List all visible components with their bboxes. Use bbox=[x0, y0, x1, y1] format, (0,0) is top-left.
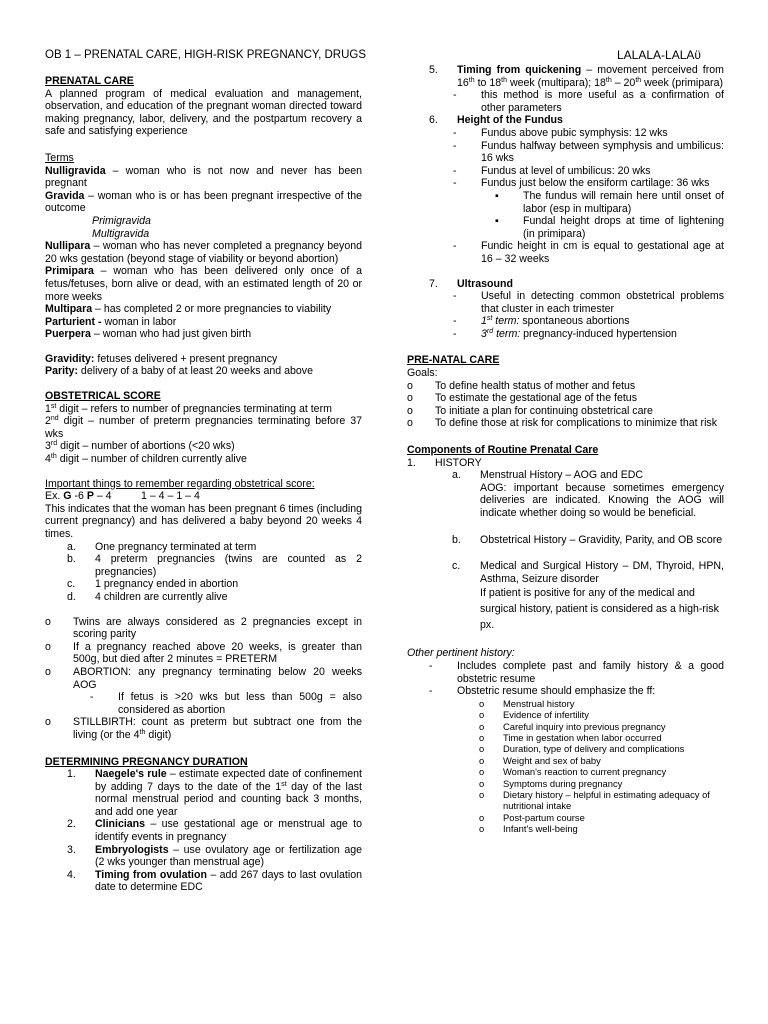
list-item-ultrasound: 7. Ultrasound bbox=[429, 277, 513, 290]
left-column bbox=[45, 75, 362, 894]
resume-item: o Post-partum course bbox=[479, 811, 585, 823]
list-item-embryologists: 3. Embryologists – use ovulatory age or fertilization age (2 wks younger than menstrual age) bbox=[67, 843, 362, 869]
bullet-twins: o Twins are always considered as 2 pregnancies except in scoring parity bbox=[45, 615, 362, 641]
duration-list-cont bbox=[429, 64, 724, 340]
resume-item: o Infant's well-being bbox=[479, 823, 578, 835]
prenatal-care-description: A planned program of medical evaluation and management, observation, and education of the pregnant woman directed toward making pregnancy, labor, delivery, and the postpartum recovery a safe and satisfying experience bbox=[45, 87, 362, 138]
score-example: Ex. G -6 P – 4 1 – 4 – 1 – 4 bbox=[45, 490, 200, 503]
menstrual-history: a. Menstrual History – AOG and EDC bbox=[452, 469, 644, 482]
goal-item: o To initiate a plan for continuing obstetrical care bbox=[407, 404, 653, 417]
goal-item: o To define those at risk for complications to minimize that risk bbox=[407, 417, 718, 430]
resume-item: o Duration, type of delivery and complications bbox=[479, 743, 685, 755]
list-item-clinicians: 2. Clinicians – use gestational age or menstrual age to identify events in pregnancy bbox=[67, 818, 362, 844]
right-column bbox=[407, 64, 724, 835]
history-list bbox=[452, 469, 724, 633]
score-list bbox=[67, 541, 362, 604]
other-history-label: Other pertinent history: bbox=[407, 647, 515, 660]
term-multipara: Multipara – has completed 2 or more pregnancies to viability bbox=[45, 303, 332, 316]
other-history-list bbox=[429, 660, 724, 835]
score-explanation: This indicates that the woman has been pregnant 6 times (including current pregnancy) and has delivered a baby beyond 20 weeks 4 times. bbox=[45, 502, 362, 540]
other-item: - Includes complete past and family history & a good obstetric resume bbox=[429, 659, 724, 685]
bullet-abortion-sub: - If fetus is >20 wks but less than 500g = also considered as abortion bbox=[90, 691, 362, 716]
ultrasound-item: - Useful in detecting common obstetrical problems that cluster in each trimester bbox=[453, 290, 724, 315]
goals-label: Goals: bbox=[407, 367, 438, 380]
resume-list bbox=[479, 698, 724, 835]
medical-history-detail: If patient is positive for any of the medical and surgical history, patient is considered as a high-risk px. bbox=[480, 587, 719, 632]
list-item-ovulation: 4. Timing from ovulation – add 267 days to last ovulation date to determine EDC bbox=[67, 868, 362, 894]
resume-item: o Dietary history – helpful in estimating adequacy of nutritional intake bbox=[479, 789, 710, 812]
digit-2: 2nd digit – number of preterm pregnancies terminating before 37 wks bbox=[45, 415, 362, 440]
fundus-subitem: ▪ Fundal height drops at time of lightening (in primipara) bbox=[495, 215, 724, 240]
term-parity: Parity: delivery of a baby of at least 20 weeks and above bbox=[45, 365, 313, 378]
fundus-item: - Fundus just below the ensiform cartilage: 36 wks bbox=[453, 177, 710, 190]
digit-3: 3rd digit – number of abortions (<20 wks) bbox=[45, 440, 235, 453]
obstetrical-history: b. Obstetrical History – Gravidity, Parity, and OB score bbox=[452, 533, 723, 546]
bullet-stillbirth: o STILLBIRTH: count as preterm but subtract one from the living (or the 4th digit) bbox=[45, 716, 362, 741]
prenatal-care-heading: PRENATAL CARE bbox=[45, 75, 134, 87]
digit-1: 1st digit – refers to number of pregnancies terminating at term bbox=[45, 402, 332, 415]
terms-heading: Terms bbox=[45, 151, 74, 164]
term-puerpera: Puerpera – woman who had just given birth bbox=[45, 328, 252, 341]
resume-item: o Woman's reaction to current pregnancy bbox=[479, 766, 667, 778]
history-heading: 1. HISTORY bbox=[407, 456, 482, 469]
resume-item: o Careful inquiry into previous pregnancy bbox=[479, 720, 666, 732]
term-parturient: Parturient - woman in labor bbox=[45, 315, 177, 328]
bullet-abortion: o ABORTION: any pregnancy terminating below 20 weeks AOG bbox=[45, 665, 362, 691]
ultrasound-item: - 1st term: spontaneous abortions bbox=[453, 315, 630, 328]
header-author: LALALA-LALAϋ bbox=[617, 48, 701, 62]
menstrual-history-detail: AOG: important because sometimes emergency deliveries are indicated. Knowing the AOG will indicate whether doing so would be beneficial. bbox=[480, 481, 724, 519]
list-item: b. 4 preterm pregnancies (twins are counted as 2 pregnancies) bbox=[67, 553, 362, 578]
term-nulligravida: Nulligravida – woman who is not now and never has been pregnant bbox=[45, 164, 362, 190]
list-item-naegele: 1. Naegele's rule – estimate expected date of confinement by adding 7 days to the date of the 1st day of the last normal menstrual period and counting back 3 months, and add one year bbox=[67, 768, 363, 818]
fundus-list bbox=[453, 127, 724, 266]
bullet-preterm: o If a pregnancy reached above 20 weeks, is greater than 500g, but died after 2 minutes = PRETERM bbox=[45, 640, 362, 666]
term-multigravida: Multigravida bbox=[92, 227, 150, 240]
resume-item: o Symptoms during pregnancy bbox=[479, 777, 623, 789]
components-heading: Components of Routine Prenatal Care bbox=[407, 444, 599, 457]
list-item: a. One pregnancy terminated at term bbox=[67, 540, 257, 553]
fundus-item: - Fundus above pubic symphysis: 12 wks bbox=[453, 126, 668, 139]
term-primigravida: Primigravida bbox=[92, 214, 151, 227]
fundus-item: - Fundic height in cm is equal to gestational age at 16 – 32 weeks bbox=[453, 240, 724, 265]
ultrasound-list bbox=[453, 290, 724, 340]
term-gravidity: Gravidity: fetuses delivered + present pregnancy bbox=[45, 352, 278, 365]
pre-natal-care-heading: PRE-NATAL CARE bbox=[407, 354, 500, 367]
duration-list bbox=[67, 768, 362, 894]
term-nullipara: Nullipara – woman who has never completed a pregnancy beyond 20 wks gestation (beyond stage of viability or beyond abortion) bbox=[45, 240, 362, 265]
resume-item: o Menstrual history bbox=[479, 697, 575, 709]
list-item: c. 1 pregnancy ended in abortion bbox=[67, 578, 239, 591]
goal-item: o To define health status of mother and fetus bbox=[407, 379, 636, 392]
term-gravida: Gravida – woman who is or has been pregnant irrespective of the outcome bbox=[45, 189, 362, 215]
digit-4: 4th digit – number of children currently alive bbox=[45, 453, 247, 466]
obstetrical-score-heading: OBSTETRICAL SCORE bbox=[45, 390, 161, 403]
resume-item: o Time in gestation when labor occurred bbox=[479, 731, 662, 743]
header-title: OB 1 – PRENATAL CARE, HIGH-RISK PREGNANCY, DRUGS bbox=[45, 49, 367, 61]
ultrasound-item: - 3rd term: pregnancy-induced hypertension bbox=[453, 327, 677, 340]
fundus-item: - Fundus at level of umbilicus: 20 wks bbox=[453, 164, 651, 177]
term-primipara: Primipara – woman who has been delivered only once of a fetus/fetuses, born alive or dead, with an estimated length of 20 or more weeks bbox=[45, 265, 362, 303]
goal-item: o To estimate the gestational age of the fetus bbox=[407, 392, 637, 405]
resume-item: o Weight and sex of baby bbox=[479, 754, 601, 766]
fundus-item: - Fundus halfway between symphysis and umbilicus: 16 wks bbox=[453, 139, 724, 165]
resume-item: o Evidence of infertility bbox=[479, 709, 589, 721]
important-note: Important things to remember regarding obstetrical score: bbox=[45, 477, 315, 490]
pregnancy-duration-heading: DETERMINING PREGNANCY DURATION bbox=[45, 755, 248, 768]
quickening-sub: - this method is more useful as a confirmation of other parameters bbox=[453, 89, 724, 114]
medical-history: c. Medical and Surgical History – DM, Thyroid, HPN, Asthma, Seizure disorder bbox=[452, 560, 724, 585]
list-item: d. 4 children are currently alive bbox=[67, 590, 228, 603]
list-item-fundus: 6. Height of the Fundus bbox=[429, 114, 563, 127]
other-item: - Obstetric resume should emphasize the ff: bbox=[429, 685, 656, 698]
fundus-subitem: ▪ The fundus will remain here until onset of labor (esp in multipara) bbox=[495, 189, 724, 215]
list-item-quickening: 5. Timing from quickening – movement perceived from 16th to 18th week (multipara); 18th – 20th week (primipara) bbox=[429, 64, 724, 89]
